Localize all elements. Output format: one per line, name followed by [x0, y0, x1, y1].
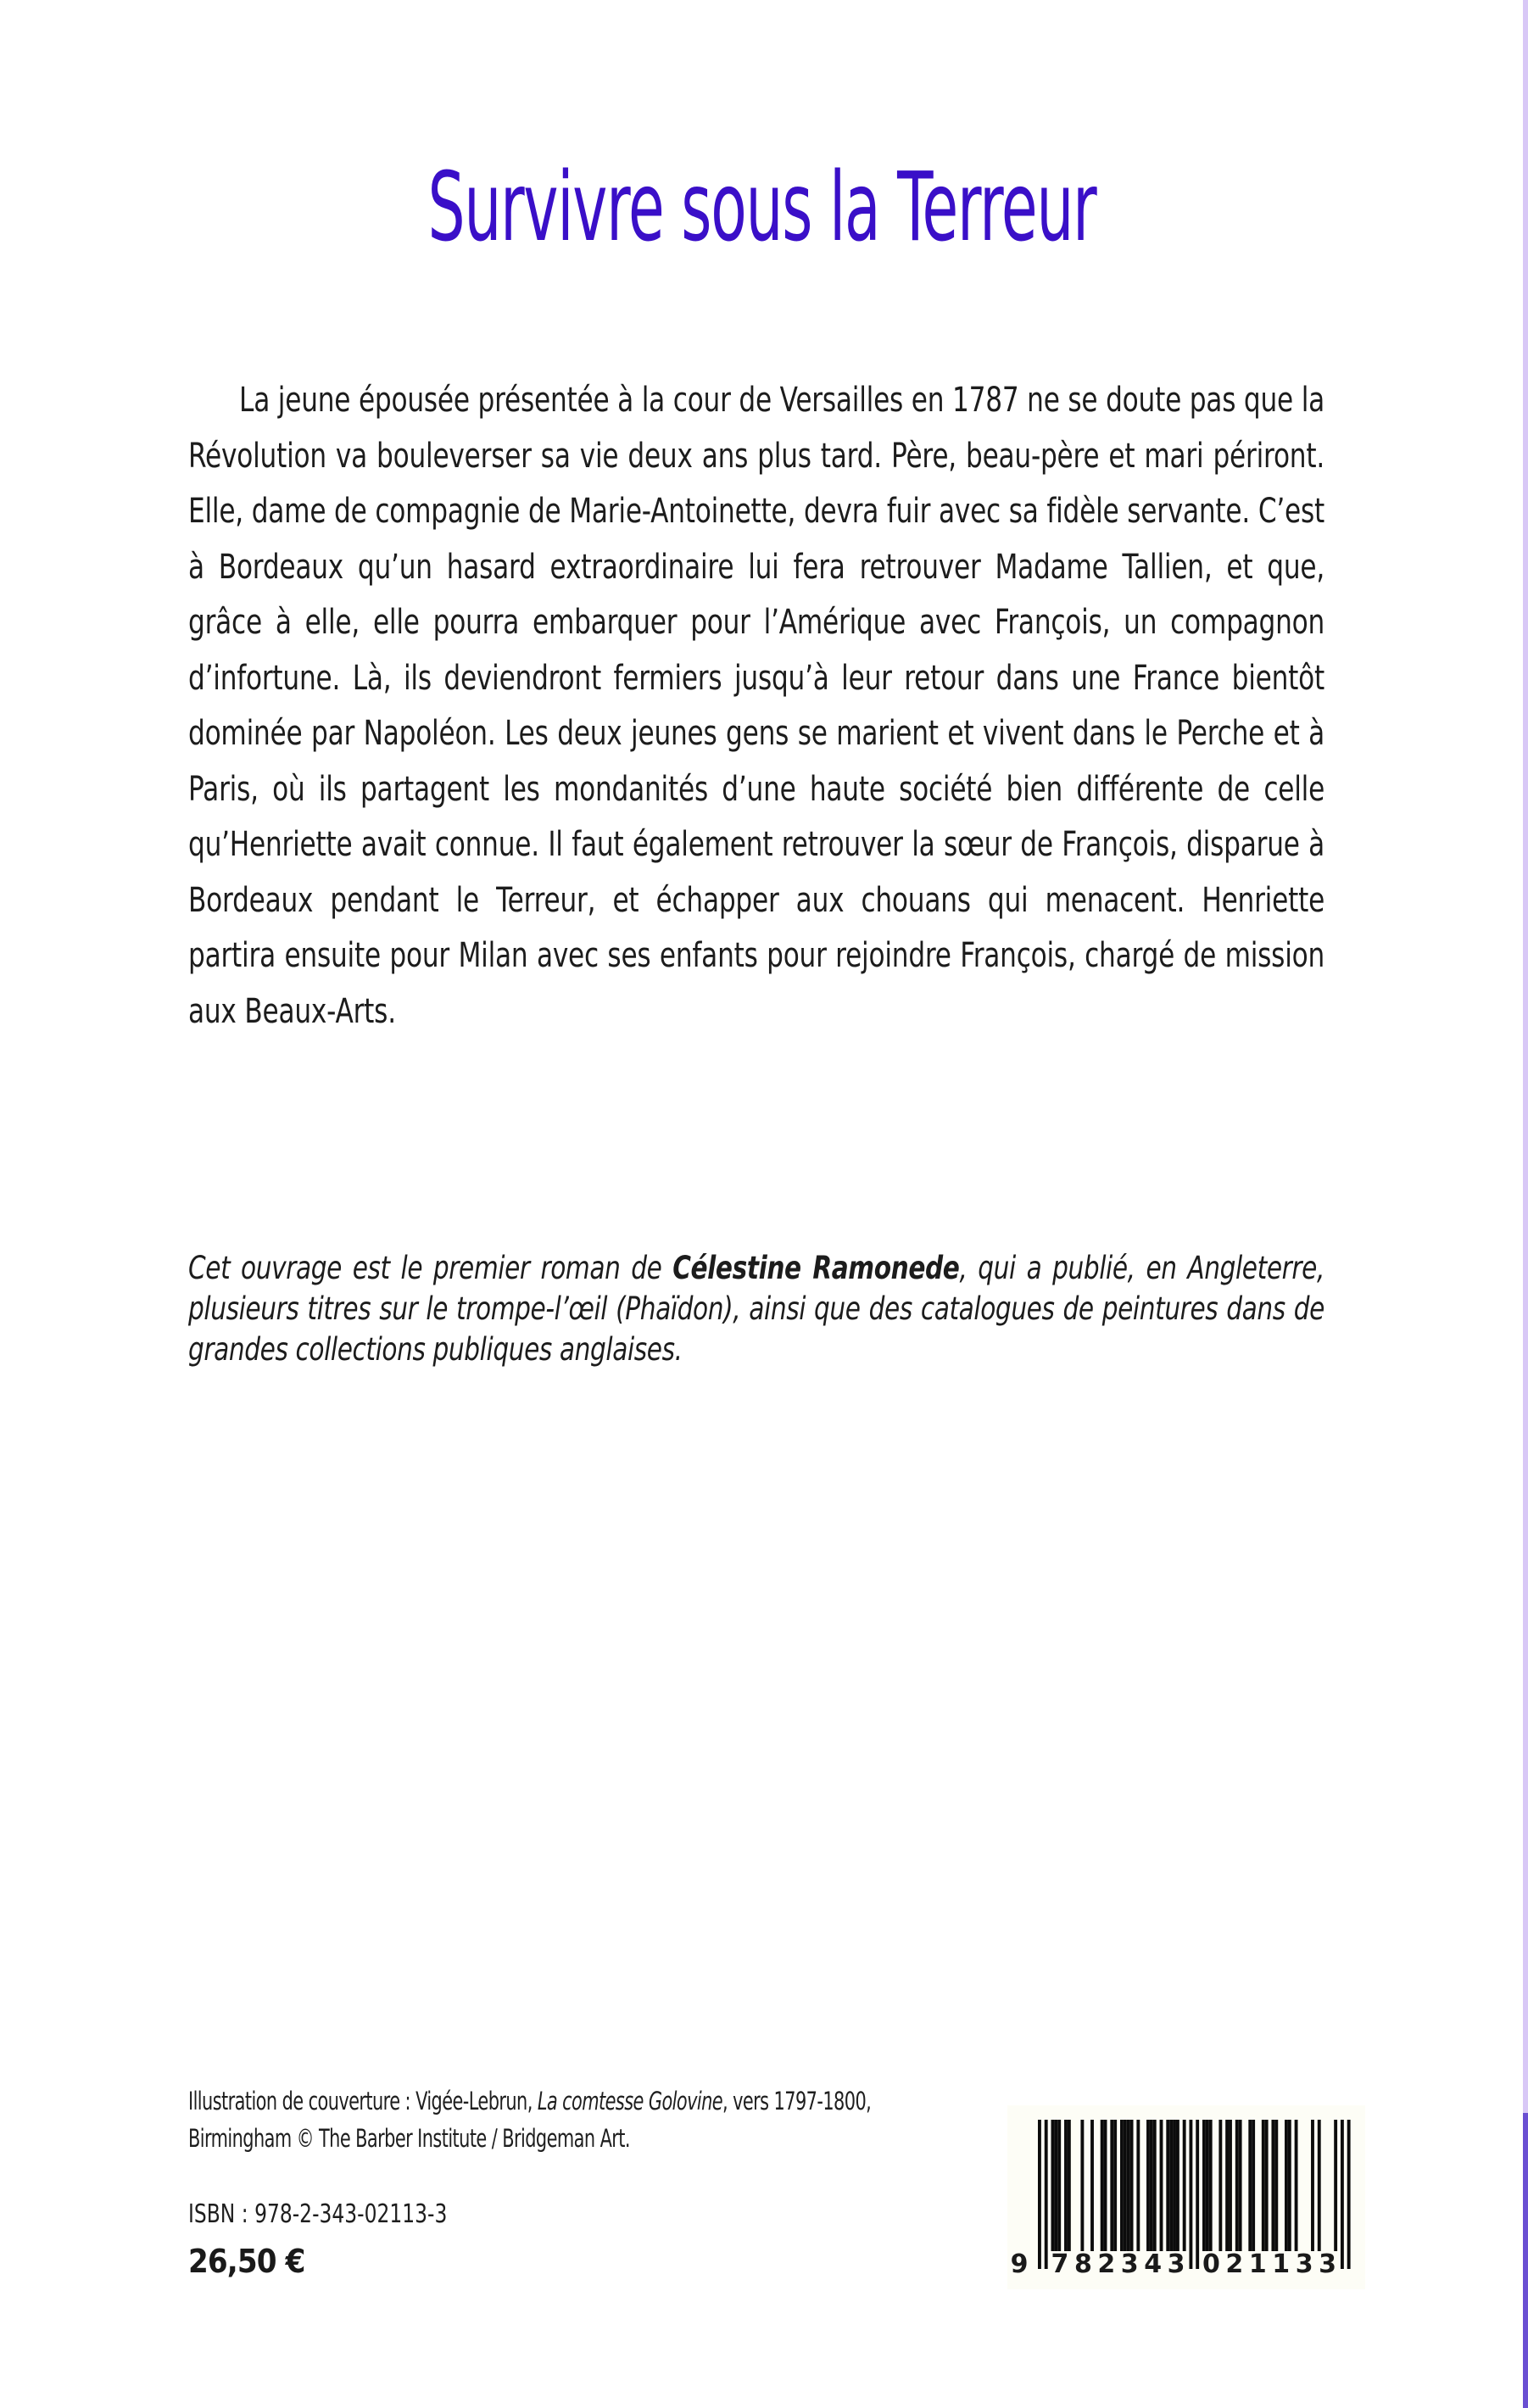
- isbn-label: ISBN : 978-2-343-02113-3: [188, 2199, 448, 2229]
- summary-paragraph: La jeune épousée présentée à la cour de Versailles en 1787 ne se doute pas que la Révolution va bouleverser sa vie deux ans plus tard. Père, beau-père et mari périront. Elle, dame de compagnie de Marie-Antoinette, devra fuir avec sa fidèle servante. C’est à Bordeaux qu’un hasard extraordinaire lui fera retrouver Madame Tallien, et que, grâce à elle, elle pourra embarquer pour l’Amérique avec François, un compagnon d’infortune. Là, ils deviendront fermiers jusqu’à leur retour dans une France bientôt dominée par Napoléon. Les deux jeunes gens se marient et vivent dans le Perche et à Paris, où ils partagent les mondanités d’une haute société bien différente de celle qu’Henriette avait connue. Il faut également retrouver la sœur de François, disparue à Bordeaux pendant le Terreur, et échapper aux chouans qui menacent. Henriette partira ensuite pour Milan avec ses enfants pour rejoindre François, chargé de mission aux Beaux-Arts.: [188, 381, 1325, 1031]
- svg-text:021133: 021133: [1202, 2249, 1336, 2279]
- book-title-text: Survivre sous la Terreur: [427, 153, 1096, 263]
- barcode-icon: [1007, 2105, 1365, 2289]
- about-author-block: [188, 1248, 1324, 1370]
- summary-block: [188, 373, 1324, 1040]
- about-author-rest: , qui a publié, en Angleterre, plusieurs titres sur le trompe-l’œil (Phaïdon), ainsi que des catalogues de peintures dans de grandes collections publiques anglaises.: [188, 1250, 1324, 1368]
- author-name: Célestine Ramonede: [672, 1250, 960, 1286]
- credits-prefix: Illustration de couverture : Vigée-Lebrun,: [188, 2087, 538, 2115]
- illustration-credits-block: [188, 2082, 951, 2157]
- illustration-credits: [188, 2082, 951, 2157]
- about-author-intro: Cet ouvrage est le premier roman de: [188, 1250, 673, 1286]
- svg-text:782343: 782343: [1051, 2249, 1185, 2279]
- spine-edge-light: [1523, 0, 1528, 2113]
- spine-edge-dark: [1523, 2113, 1528, 2408]
- about-author-paragraph: [188, 1248, 1324, 1370]
- ean13-barcode: [1007, 2105, 1365, 2289]
- price-label: 26,50 €: [188, 2243, 305, 2280]
- svg-text:9: 9: [1010, 2249, 1029, 2279]
- artwork-title: La comtesse Golovine: [537, 2087, 722, 2115]
- credits-suffix: , vers 1797-1800, Birmingham © The Barber Institute / Bridgeman Art.: [188, 2087, 872, 2153]
- book-title: [0, 153, 1523, 263]
